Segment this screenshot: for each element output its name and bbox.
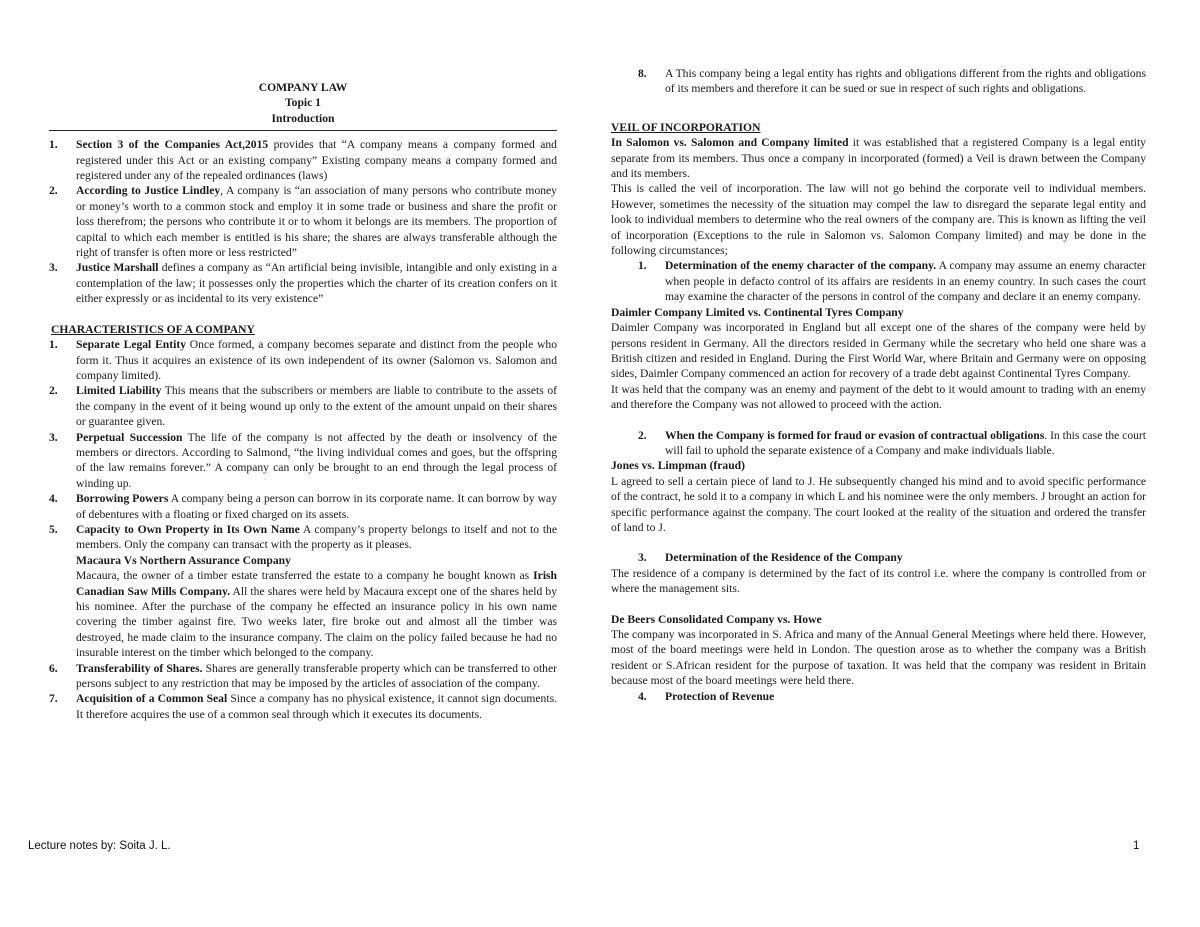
veil-paragraph-2: This is called the veil of incorporation. The law will not go behind the corporate veil to individual members. However, sometimes the necessity of the situation may compel the law to disregard the separate legal entity and look to individual members to determine who the real owners of the company are. This is known as lifting the veil of incorporation (Exceptions to the rule in Salomon vs. Salomon Company limited) and may be done in the following circumstances; [611,182,1146,258]
item-number: 4. [638,689,647,703]
characteristic-item [49,491,557,522]
item-text: The life of the company is not affected by the death or insolvency of the members or directors. According to Salmond, “the living individual comes and goes, but the offspring of the law remains forever.” A company can only be brought to an end through the legal process of winding up. [76,430,558,490]
title-rule [49,130,557,131]
item-number: 4. [49,492,58,506]
definitions-list [49,137,557,306]
item-text: defines a company as “An artificial being invisible, intangible and only existing in a contemplation of the law; it possesses only the properties which the charter of its creation confers on it either expressly or as incidental to its very existence” [76,261,557,306]
item-lead: Justice Marshall [76,261,159,275]
item-number: 3. [49,430,58,444]
case-daimler-text: Daimler Company was incorporated in England but all except one of the shares of the company were held by persons resident in Germany. All the directors resided in Germany while the secretary who held one share was a British citizen and resided in England. During the First World War, where Britain and Germany were on opposing sides, Daimler Company commenced an action for recovery of a trade debt against Continental Tyres Company. [611,321,1146,381]
title-block [49,80,557,126]
left-column [49,80,557,722]
characteristic-item [49,661,557,692]
doc-subtitle: Introduction [271,111,335,125]
item-number: 2. [49,184,58,198]
item-text: A company may assume an enemy character when people in defacto control of its affairs are residents in an enemy country. In such cases the court may examine the character of the persons in control of the company and declare it an enemy company. [665,259,1146,304]
exception-item [611,258,1146,304]
case-jones-text: L agreed to sell a certain piece of land to J. He subsequently changed his mind and to avoid specific performance of the contract, he sold it to a company in which L and his nominee were the only members. J brought an action for specific performance against the company. The court looked at the reality of the situation and ordered the transfer of land to J. [611,474,1146,534]
item-number: 1. [638,259,647,273]
veil-heading: VEIL OF INCORPORATION [611,120,761,134]
case-jones-heading: Jones vs. Limpman (fraud) [611,459,745,473]
characteristic-item [49,522,557,553]
case-debeers-heading: De Beers Consolidated Company vs. Howe [611,612,822,626]
definition-item [49,137,557,183]
footer-author: Lecture notes by: Soita J. L. [28,840,171,852]
definition-item [49,183,557,260]
case-macaura [49,553,557,661]
characteristics-list [49,337,557,722]
item-lead: Section 3 of the Companies Act,2015 [76,138,269,152]
item-text: . In this case the court will fail to uphold the separate existence of a Company and make individuals liable. [665,428,1146,457]
item-number: 2. [49,384,58,398]
page-number: 1 [1133,840,1140,852]
characteristic-item [49,337,557,383]
item-number: 3. [49,261,58,275]
doc-title: COMPANY LAW [258,81,348,94]
residence-text: The residence of a company is determined by the fact of its control i.e. where the company is controlled from or where the management sits. [611,566,1146,596]
case-daimler-held: It was held that the company was an enemy and payment of the debt to it would amount to trading with an enemy and therefore the Company was not allowed to proceed with the action. [611,382,1146,412]
item-lead: Limited Liability [76,384,162,398]
item-number: 6. [49,661,58,675]
item-lead: Transferability of Shares. [76,661,203,675]
definition-item [49,260,557,306]
item-number: 8. [638,67,647,80]
item-text: Since a company has no physical existence, it cannot sign documents. It therefore acquires the use of a common seal through which it executes its documents. [76,692,557,721]
item-number: 3. [638,551,647,565]
exception-item [611,428,1146,459]
item-text: Shares are generally transferable property which can be transferred to other persons subject to any restriction that may be imposed by the articles of association of the company. [76,661,557,691]
item-number: 7. [49,692,58,706]
characteristic-item [49,691,557,722]
characteristic-item [49,430,557,492]
case-heading: Macaura Vs Northern Assurance Company [76,553,291,567]
item-text: This means that the subscribers or members are liable to contribute to the assets of the company in the event of it being wound up only to the extent of the amount unpaid on their shares or guarantee given. [76,384,557,429]
item-lead: Perpetual Succession [76,430,183,444]
item-text: , A company is “an association of many persons who contribute money or money’s worth to a common stock and employ it in some trade or business and share the profit or loss therefrom; the persons who contribute it or to whom it belongs are its members. The proportion of capital to which each member is entitled is his share; the shares are always transferable although the right of transfer is often more or less restricted” [76,184,557,260]
characteristic-item [49,383,557,429]
case-debeers-text: The company was incorporated in S. Africa and many of the Annual General Meetings where held there. However, most of the board meetings were held in London. The question arose as to whether the company was a British resident or S.African resident for the purpose of taxation. It was held that the company was resident in Britain because most of the board meetings were held there. [611,628,1146,688]
item-number: 1. [49,138,58,152]
item-lead: Capacity to Own Property in Its Own Name [76,522,300,536]
item-number: 1. [49,338,58,352]
item-lead: Borrowing Powers [76,492,169,506]
item-text: A This company being a legal entity has rights and obligations different from the rights and obligations of its members and therefore it can be sued or sue in respect of such rights and obligations. [665,67,1146,96]
item-text: A company’s property belongs to itself and not to the members. Only the company can transact with the property as it pleases. [76,522,557,552]
characteristics-heading: CHARACTERISTICS OF A COMPANY [51,322,255,336]
veil-paragraph: In Salomon vs. Salomon and Company limited it was established that a registered Company is a legal entity separate from its members. Thus once a company in incorporated (formed) a Veil is drawn between the Company and its members. [611,136,1146,181]
item-lead: Determination of the Residence of the Company [665,551,903,565]
exception-item [611,550,1146,565]
right-column [611,66,1146,704]
item-text: A company being a person can borrow in its corporate name. It can borrow by way of debentures with a floating or fixed charged on its assets. [76,492,557,521]
item-lead: Determination of the enemy character of the company. [665,259,937,273]
doc-topic: Topic 1 [285,96,321,110]
case-daimler-heading: Daimler Company Limited vs. Continental Tyres Company [611,305,904,319]
item-lead: According to Justice Lindley [76,184,221,198]
item-lead: Acquisition of a Common Seal [76,692,228,706]
item-number: 2. [638,428,647,442]
exception-item [611,689,1146,704]
characteristic-item-8 [611,66,1146,97]
item-lead: Protection of Revenue [665,689,775,703]
item-number: 5. [49,522,58,536]
item-text: provides that “A company means a company formed and registered under this Act or an existing company” Existing company means a company formed and registered under any of the repealed ordinances (laws) [76,138,557,183]
item-text: Once formed, a company becomes separate and distinct from the people who form it. Thus it acquires an existence of its own independent of its owner (Salomon vs. Salomon and company limited). [76,338,557,382]
case-text: Macaura, the owner of a timber estate transferred the estate to a company he bought known as Irish Canadian Saw Mills Company. All the shares were held by Macaura except one of the shares held by his nominee. After the purchase of the company he effected an insurance policy in his own name covering the timber against fire. Two weeks later, fire broke out and almost all the timber was destroyed, he made claim to the insurance company. The claim on the policy failed because he had no insurable interest on the timber which belonged to the company. [76,569,557,660]
item-lead: Separate Legal Entity [76,338,186,352]
item-lead: When the Company is formed for fraud or evasion of contractual obligations [665,428,1045,442]
